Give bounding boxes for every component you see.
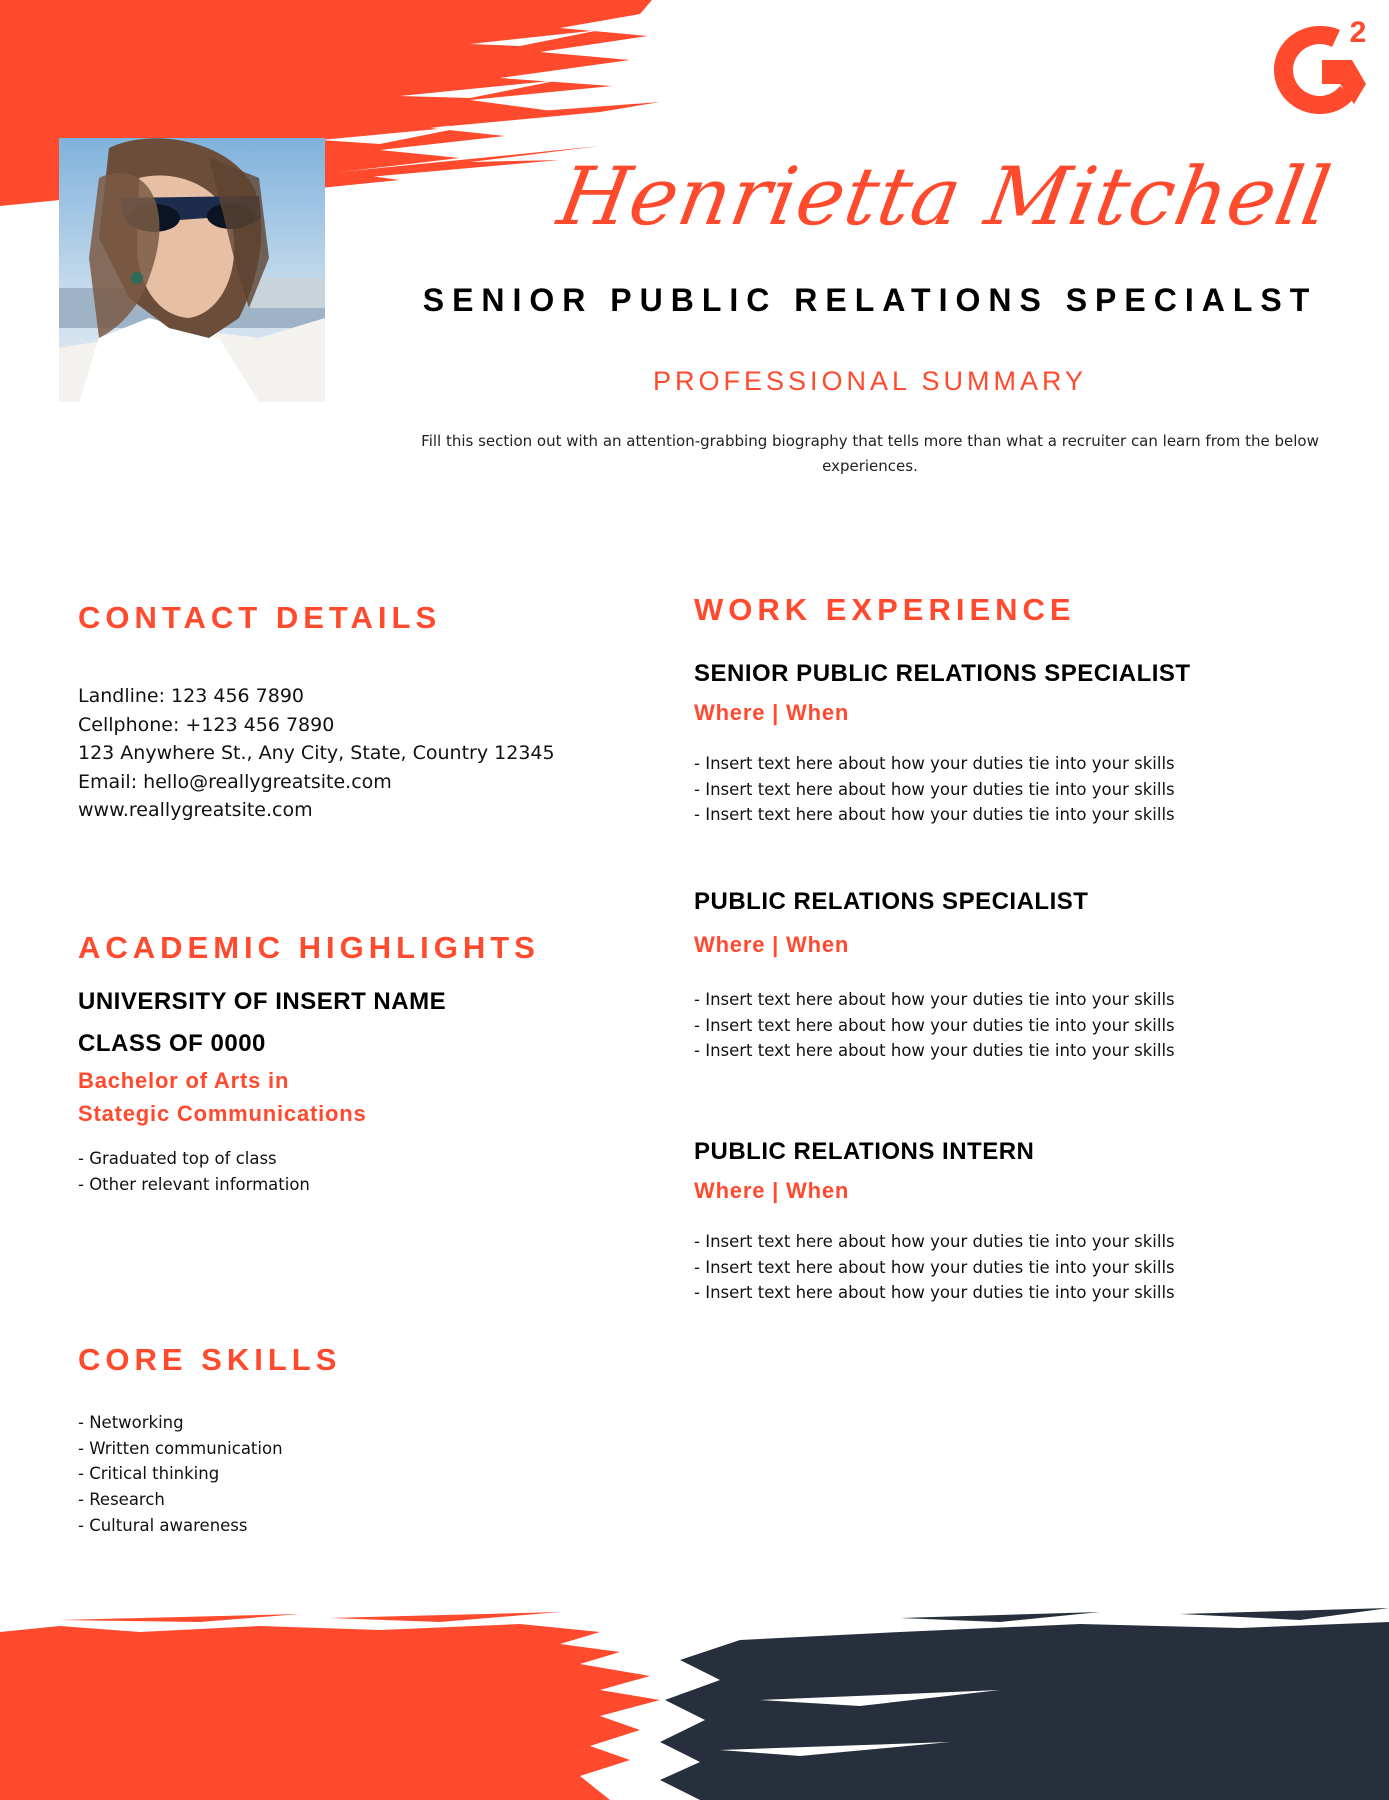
degree: [78, 1064, 367, 1130]
contact-cellphone: Cellphone: +123 456 7890: [78, 713, 335, 736]
duty-item: - Insert text here about how your duties tie into your skills: [694, 779, 1175, 799]
degree-line-1: Bachelor of Arts in: [78, 1068, 290, 1093]
contact-address: 123 Anywhere St., Any City, State, Country 12345: [78, 742, 555, 765]
duty-item: - Insert text here about how your duties tie into your skills: [694, 1257, 1175, 1277]
skill-item: - Written communication: [78, 1438, 283, 1458]
job-title: SENIOR PUBLIC RELATIONS SPECIALST: [422, 282, 1318, 318]
skill-item: - Critical thinking: [78, 1464, 220, 1484]
contact-landline: Landline: 123 456 7890: [78, 685, 305, 707]
job-1-where-when: Where | When: [694, 700, 850, 725]
class-year: CLASS OF 0000: [78, 1030, 266, 1057]
skill-item: - Networking: [78, 1413, 184, 1432]
duty-item: - Insert text here about how your duties tie into your skills: [694, 1041, 1175, 1061]
duty-item: - Insert text here about how your duties tie into your skills: [694, 1283, 1175, 1303]
job-3-duties: [694, 1229, 1175, 1306]
university-name: UNIVERSITY OF INSERT NAME: [78, 988, 447, 1015]
candidate-name: Henrietta Mitchell: [551, 150, 1338, 243]
duty-item: - Insert text here about how your duties tie into your skills: [694, 990, 1175, 1009]
job-2-title: PUBLIC RELATIONS SPECIALIST: [694, 888, 1089, 915]
job-2-duties: [694, 987, 1175, 1064]
skills-heading: CORE SKILLS: [78, 1342, 342, 1377]
summary-heading: PROFESSIONAL SUMMARY: [652, 366, 1088, 396]
degree-line-2: Stategic Communications: [78, 1101, 367, 1126]
job-2-where-when: Where | When: [694, 932, 850, 957]
job-1-duties: [694, 751, 1175, 828]
skill-item: - Research: [78, 1490, 165, 1510]
skill-item: - Cultural awareness: [78, 1515, 248, 1535]
work-heading: WORK EXPERIENCE: [694, 592, 1076, 627]
academic-item: - Other relevant information: [78, 1174, 310, 1194]
contact-email[interactable]: Email: hello@reallygreatsite.com: [78, 770, 392, 793]
academic-heading: ACADEMIC HIGHLIGHTS: [78, 930, 540, 965]
job-3-title: PUBLIC RELATIONS INTERN: [694, 1138, 1035, 1165]
job-1-title: SENIOR PUBLIC RELATIONS SPECIALIST: [694, 660, 1191, 687]
academic-list: [78, 1146, 310, 1197]
contact-website[interactable]: www.reallygreatsite.com: [78, 799, 313, 822]
contact-heading: CONTACT DETAILS: [78, 600, 442, 635]
duty-item: - Insert text here about how your duties tie into your skills: [694, 754, 1175, 773]
duty-item: - Insert text here about how your duties tie into your skills: [694, 1232, 1175, 1251]
duty-item: - Insert text here about how your duties tie into your skills: [694, 805, 1175, 825]
profile-photo: [59, 138, 325, 402]
g2-superscript: 2: [1349, 16, 1367, 49]
job-3-where-when: Where | When: [694, 1178, 850, 1203]
skills-list: [78, 1410, 283, 1539]
summary-text: Fill this section out with an attention-grabbing biography that tells more than what a recruiter can learn from the below experiences.: [421, 432, 1319, 475]
academic-item: - Graduated top of class: [78, 1149, 277, 1168]
g2-logo-icon: [1262, 8, 1378, 118]
duty-item: - Insert text here about how your duties tie into your skills: [694, 1015, 1175, 1035]
contact-lines: [78, 682, 555, 825]
